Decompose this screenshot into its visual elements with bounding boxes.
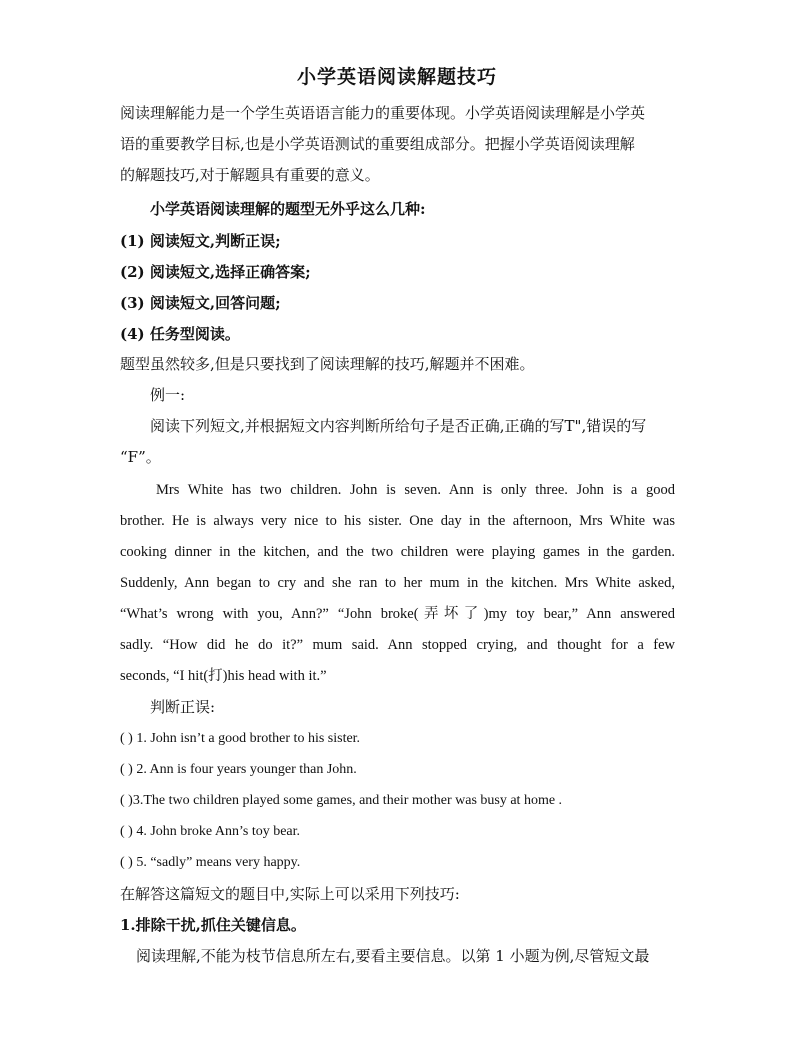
intro-line-1: 阅读理解能力是一个学生英语语言能力的重要体现。小学英语阅读理解是小学英 <box>120 104 646 122</box>
example-label: 例一: <box>150 386 186 404</box>
passage-line-7: seconds, “I hit(打)his head with it.” <box>120 668 327 684</box>
types-heading: 小学英语阅读理解的题型无外乎这么几种: <box>150 200 426 218</box>
type-item-1: (1) 阅读短文,判断正误; <box>120 232 281 250</box>
question-2: ( ) 2. Ann is four years younger than John. <box>120 762 357 777</box>
techniques-intro: 在解答这篇短文的题目中,实际上可以采用下列技巧: <box>120 885 460 903</box>
passage-line-2: brother. He is always very nice to his sister. One day in the afternoon, Mrs White was <box>120 513 675 529</box>
question-4: ( ) 4. John broke Ann’s toy bear. <box>120 824 301 839</box>
type-item-3: (3) 阅读短文,回答问题; <box>120 294 281 312</box>
instruction-line-1: 阅读下列短文,并根据短文内容判断所给句子是否正确,正确的写T",错误的写 <box>150 417 647 435</box>
intro-line-2: 语的重要教学目标,也是小学英语测试的重要组成部分。把握小学英语阅读理解 <box>120 135 635 153</box>
passage-line-6: sadly. “How did he do it?” mum said. Ann stopped crying, and thought for a few <box>120 637 675 653</box>
instruction-line-2: “F”。 <box>120 448 161 466</box>
technique-1-text: 阅读理解,不能为枝节信息所左右,要看主要信息。以第 1 小题为例,尽管短文最 <box>136 947 650 965</box>
intro-line-3: 的解题技巧,对于解题具有重要的意义。 <box>120 166 380 184</box>
note-text: 题型虽然较多,但是只要找到了阅读理解的技巧,解题并不困难。 <box>120 355 535 373</box>
question-1: ( ) 1. John isn’t a good brother to his sister. <box>120 731 361 746</box>
passage-line-5: “What’s wrong with you, Ann?” “John broke(弄坏了)my toy bear,” Ann answered <box>120 606 675 622</box>
judge-label: 判断正误: <box>150 698 216 716</box>
passage-line-1: Mrs White has two children. John is seven. Ann is only three. John is a good <box>156 482 675 498</box>
passage-line-3: cooking dinner in the kitchen, and the two children were playing games in the garden. <box>120 544 675 560</box>
passage-line-4: Suddenly, Ann began to cry and she ran to her mum in the kitchen. Mrs White asked, <box>120 575 675 591</box>
question-3: ( )3.The two children played some games, and their mother was busy at home . <box>120 793 563 808</box>
type-item-2: (2) 阅读短文,选择正确答案; <box>120 263 311 281</box>
technique-1-heading: 1.排除干扰,抓住关键信息。 <box>120 916 306 934</box>
type-item-4: (4) 任务型阅读。 <box>120 325 240 343</box>
page-title: 小学英语阅读解题技巧 <box>296 66 497 88</box>
question-5: ( ) 5. “sadly” means very happy. <box>120 855 301 870</box>
